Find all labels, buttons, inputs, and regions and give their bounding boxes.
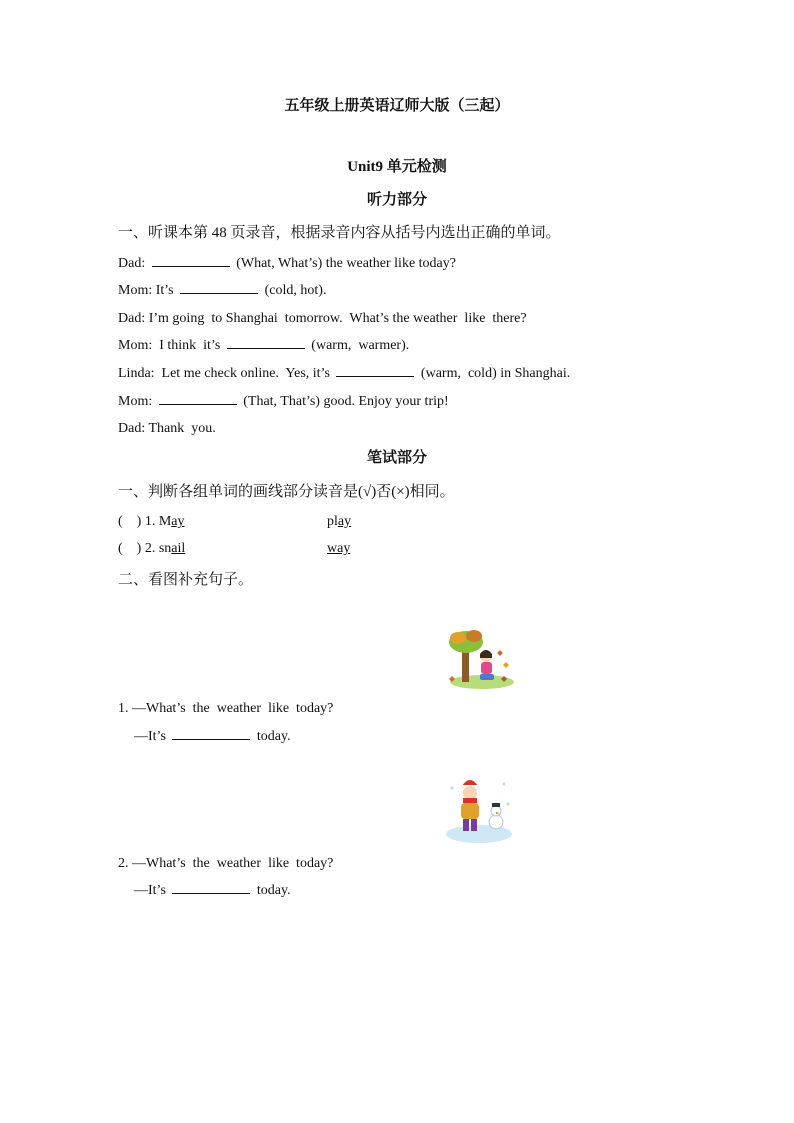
listening-line: Mom: (That, That’s) good. Enjoy your trip! (118, 394, 449, 409)
winter-child-with-snowman-image (444, 776, 514, 844)
question1-instruction: 一、判断各组单词的画线部分读音是(√)否(×)相同。 (118, 484, 455, 500)
listening-instruction: 一、听课本第 48 页录音，根据录音内容从括号内选出正确的单词。 (118, 225, 561, 241)
answer-blank (336, 375, 414, 377)
picture-question: 2. —What’s the weather like today? (118, 856, 334, 871)
answer-blank (152, 265, 230, 267)
answer-blank (159, 403, 237, 405)
answer-blank (172, 738, 250, 740)
answer-blank (227, 347, 305, 349)
pair-word2: play (327, 514, 352, 529)
pair-row: ( ) 2. snail (118, 541, 186, 556)
answer-blank (180, 292, 258, 294)
written-section-title: 笔试部分 (366, 450, 427, 466)
listening-line: Dad: Thank you. (118, 421, 216, 436)
autumn-girl-under-tree-image (444, 626, 516, 690)
listening-section-title: 听力部分 (366, 192, 427, 208)
answer-blank (172, 892, 250, 894)
question2-instruction: 二、看图补充句子。 (118, 572, 254, 588)
picture-question: 1. —What’s the weather like today? (118, 701, 334, 716)
listening-line: Linda: Let me check online. Yes, it’s (warm, cold) in Shanghai. (118, 366, 571, 381)
listening-line: Dad: I’m going to Shanghai tomorrow. What’s the weather like there? (118, 311, 527, 326)
pair-word2: way (327, 541, 351, 556)
picture-answer: —It’s today. (134, 883, 291, 898)
unit-title: Unit9 单元检测 (347, 159, 447, 175)
pair-row: ( ) 1. May (118, 514, 185, 529)
listening-line: Mom: I think it’s (warm, warmer). (118, 338, 410, 353)
listening-line: Mom: It’s (cold, hot). (118, 283, 327, 298)
page-title: 五年级上册英语辽师大版（三起） (284, 98, 510, 114)
listening-line: Dad: (What, What’s) the weather like today? (118, 256, 456, 271)
picture-answer: —It’s today. (134, 729, 291, 744)
